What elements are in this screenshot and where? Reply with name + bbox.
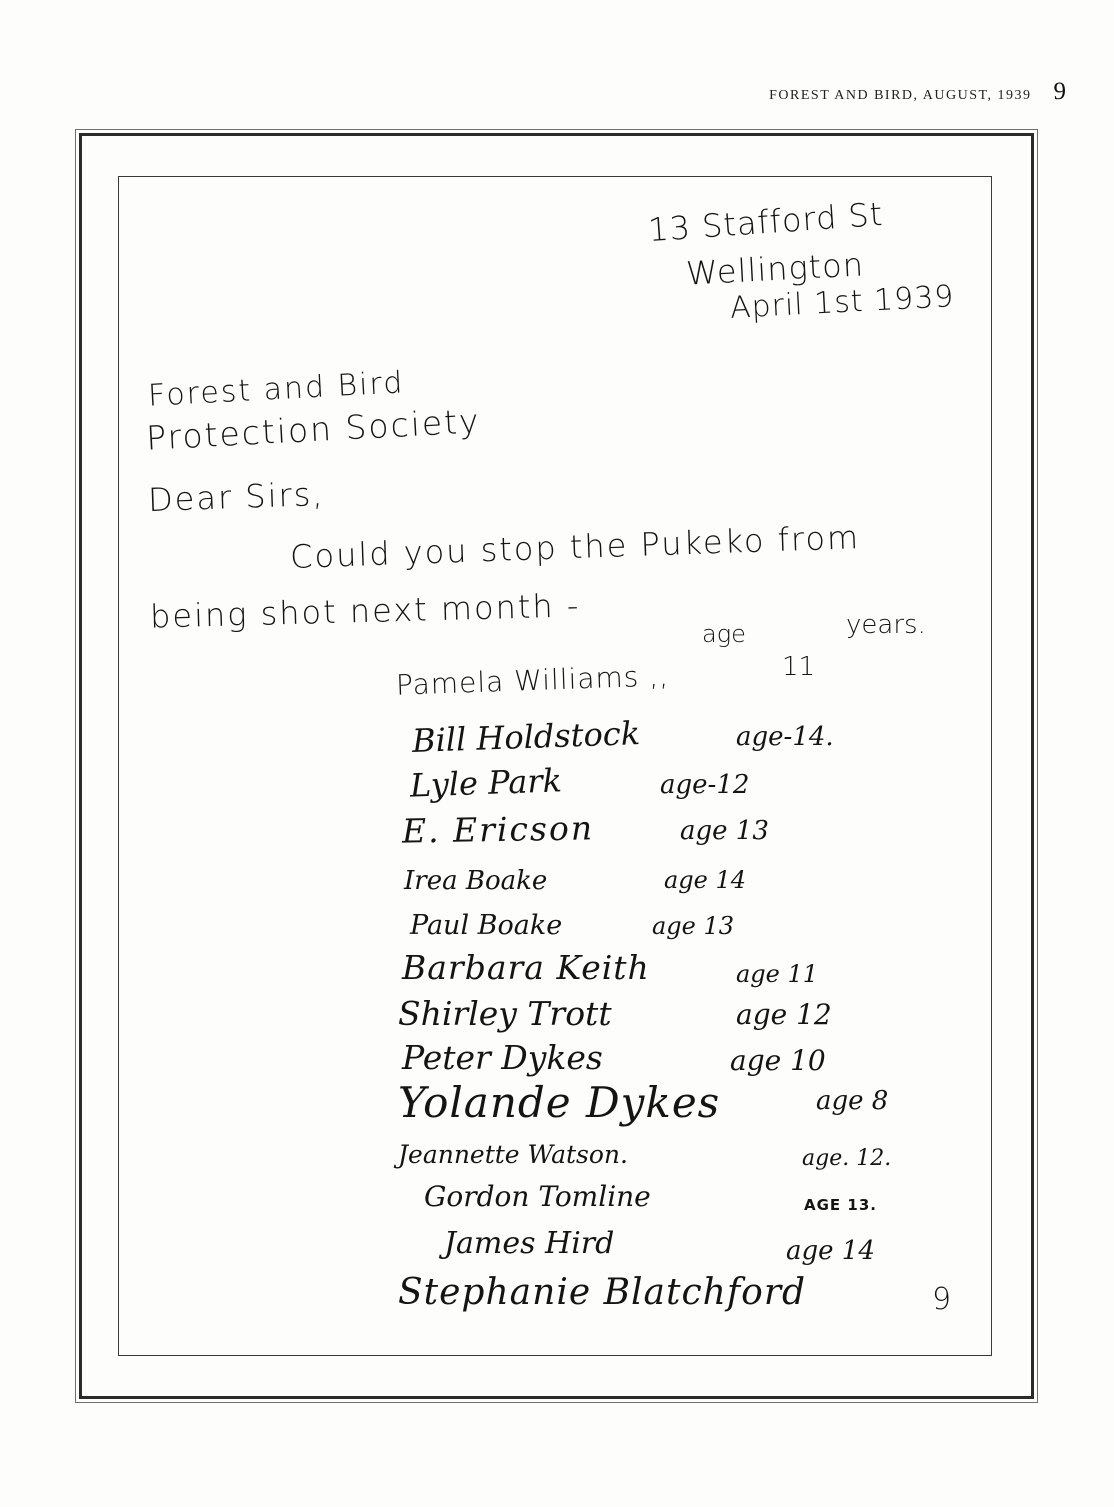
signature-name: Barbara Keith xyxy=(402,948,650,987)
signature-name: Bill Holdstock xyxy=(411,714,641,760)
body-line-1: Could you stop the Pukeko from xyxy=(289,518,861,576)
signature-name: Irea Boake xyxy=(404,866,548,896)
signature-name: Lyle Park xyxy=(409,761,563,805)
signature-age: age-12 xyxy=(660,770,750,800)
signature-name: Paul Boake xyxy=(410,910,563,941)
signature-name: E. Ericson xyxy=(401,808,595,851)
age-heading: age xyxy=(702,620,746,648)
salutation: Dear Sirs, xyxy=(147,474,326,520)
years-heading: years. xyxy=(846,610,926,640)
signature-name: James Hird xyxy=(444,1226,615,1261)
signature-age: age 12 xyxy=(736,998,832,1031)
signature-name: Yolande Dykes xyxy=(398,1078,721,1127)
signature-age: age 8 xyxy=(816,1086,889,1116)
signature-name: Shirley Trott xyxy=(398,994,612,1033)
signature-name: Gordon Tomline xyxy=(424,1180,651,1213)
signature-name: Jeannette Watson. xyxy=(398,1140,628,1169)
recipient-line-2: Protection Society xyxy=(145,401,482,458)
signature-name: Peter Dykes xyxy=(402,1038,603,1077)
signature-age: age 10 xyxy=(730,1044,826,1077)
signature-age: age. 12. xyxy=(802,1146,892,1171)
signature-age: age 14 xyxy=(664,866,747,894)
page-number: 9 xyxy=(1053,78,1066,105)
signature-age: AGE 13. xyxy=(804,1196,877,1214)
address-street: 13 Stafford St xyxy=(646,194,885,250)
running-head xyxy=(769,78,1066,106)
running-title: FOREST AND BIRD, AUGUST, 1939 xyxy=(769,88,1032,103)
address-city: Wellington xyxy=(685,245,865,293)
letter-date: April 1st 1939 xyxy=(729,279,956,326)
signature-age: 11 xyxy=(782,652,816,682)
signature-age: age 13 xyxy=(652,912,735,940)
recipient-line-1: Forest and Bird xyxy=(147,365,406,414)
signature-age: age 14 xyxy=(786,1236,875,1266)
signature-age: 9 xyxy=(932,1282,952,1317)
signature-age: age 13 xyxy=(680,816,769,846)
signature-name: Pamela Williams ,, xyxy=(395,659,670,702)
signature-age: age 11 xyxy=(736,960,819,988)
signature-name: Stephanie Blatchford xyxy=(398,1272,807,1313)
body-line-2: being shot next month - xyxy=(149,586,581,636)
signature-age: age-14. xyxy=(736,722,834,752)
